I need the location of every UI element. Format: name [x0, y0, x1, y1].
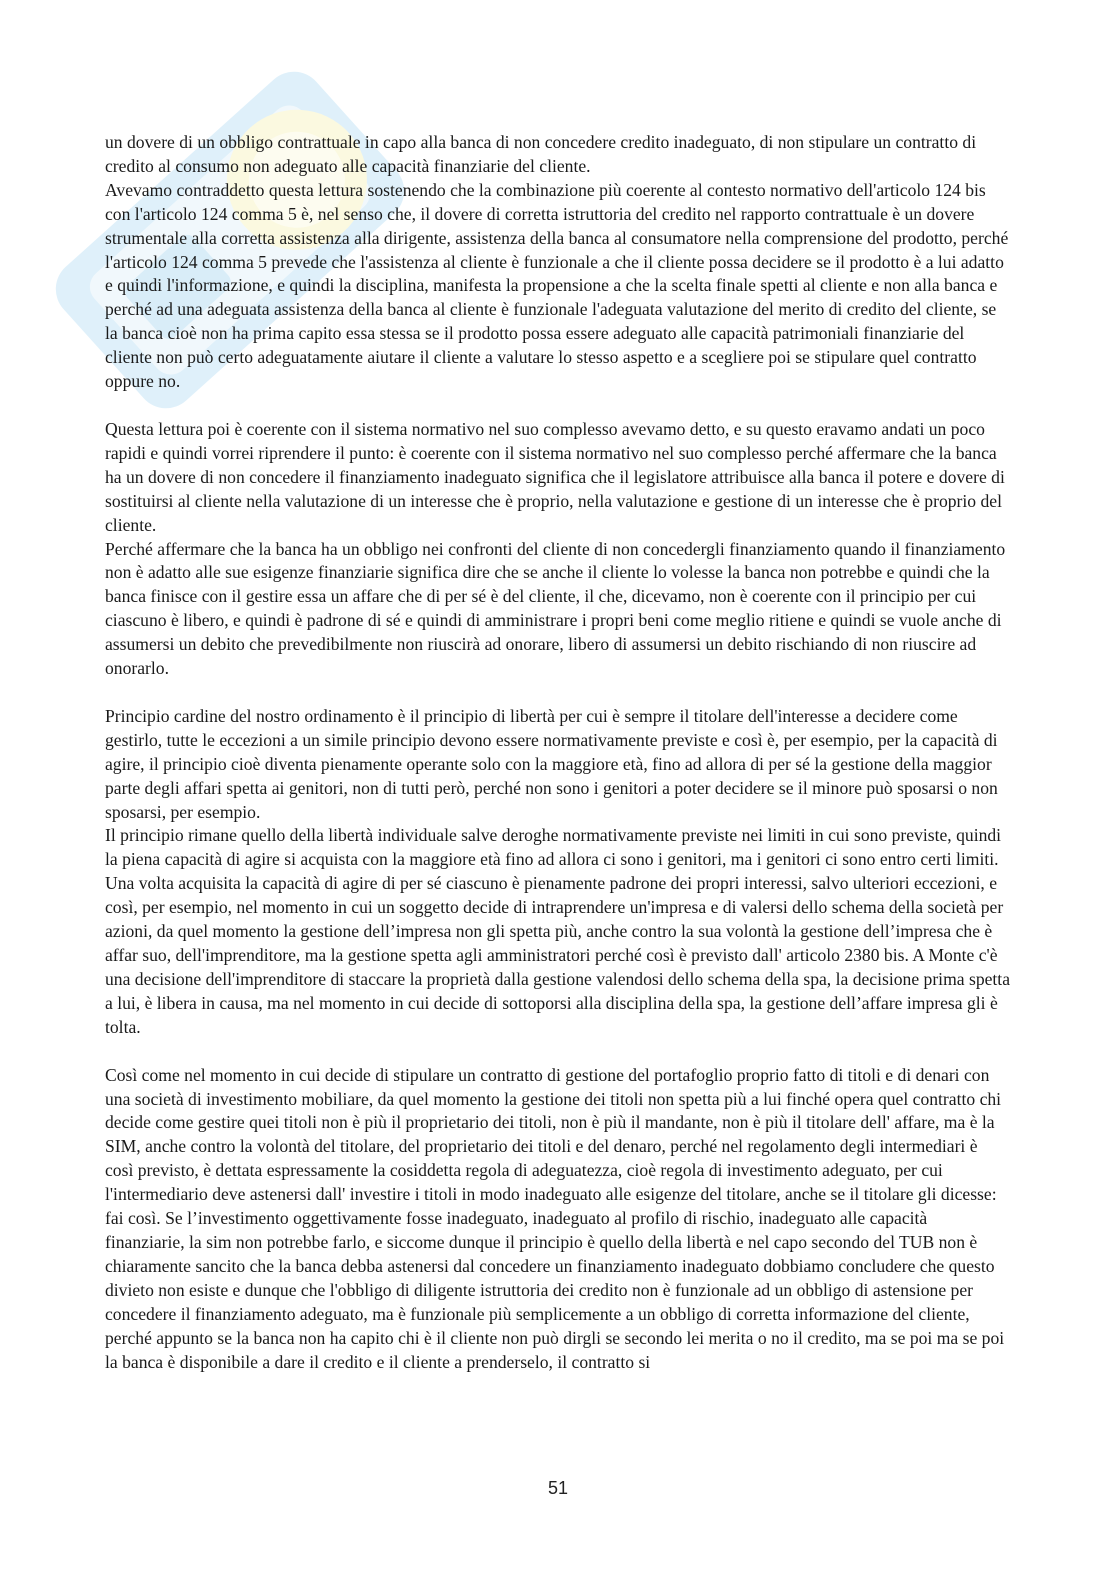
paragraph: Il principio rimane quello della libertà individuale salve deroghe normativamente previste nei limiti in cui sono previste, quindi la piena capacità di agire si acquista con la maggiore età fino ad allora ci sono i genitori, ma i genitori ci sono entro certi limiti. Una volta acquisita la capacità di agire di per sé ciascuno è pienamente padrone dei propri interessi, salvo ulteriori eccezioni, e così, per esempio, nel momento in cui un soggetto decide di intraprendere un'impresa e di valersi dello schema della società per azioni, da quel momento la gestione dell’impresa non gli spetta più, anche contro la sua volontà la gestione dell’impresa che è affar suo, dell'imprenditore, ma la gestione spetta agli amministratori perché così è previsto dall' articolo 2380 bis. A Monte c'è una decisione dell'imprenditore di staccare la proprietà dalla gestione valendosi dello schema della spa, la decisione prima spetta a lui, è libera in causa, ma nel momento in cui decide di sottoporsi alla disciplina della spa, la gestione dell’affare impresa gli è tolta. — [105, 825, 1011, 1037]
paragraph: Questa lettura poi è coerente con il sistema normativo nel suo complesso avevamo detto, e su questo eravamo andati un poco rapidi e quindi vorrei riprendere il punto: è coerente con il sistema normativo nel suo complesso perché affermare che la banca ha un dovere di non concedere il finanziamento inadeguato significa che il legislatore attribuisce alla banca il potere e dovere di sostituirsi al cliente nella valutazione di un interesse che è proprio, nella valutazione e gestione di un interesse che è proprio del cliente. — [105, 418, 1005, 535]
page-number: 51 — [547, 1478, 569, 1498]
paragraph: un dovere di un obbligo contrattuale in capo alla banca di non concedere credito inadeguato, di non stipulare un contratto di credito al consumo non adeguato alle capacità finanziarie del cliente. — [105, 132, 977, 176]
paragraph: Così come nel momento in cui decide di stipulare un contratto di gestione del portafoglio proprio fatto di titoli e di denari con una società di investimento mobiliare, da quel momento la gestione dei titoli non spetta più a lui finché opera quel contratto chi decide come gestire quei titoli non è più il proprietario dei titoli, non è più il mandante, non è più il titolare dell' affare, ma è la SIM, anche contro la volontà del titolare, del proprietario dei titoli e del denaro, perché nel regolamento degli intermediari è così previsto, è dettata espressamente la cosiddetta regola di adeguatezza, cioè regola di investimento adeguato, per cui l'intermediario deve astenersi dall' investire i titoli in modo inadeguato alle esigenze del titolare, anche se il titolare gli dicesse: fai così. Se l’investimento oggettivamente fosse inadeguato, inadeguato al profilo di rischio, inadeguato alle capacità finanziarie, la sim non potrebbe farlo, e siccome dunque il principio è quello della libertà e nel capo secondo del TUB non è chiaramente sancito che la banca debba astenersi dal concedere un finanziamento inadeguato dobbiamo concludere che questo divieto non esiste e dunque che l'obbligo di diligente istruttoria dei credito non è funzionale ad un obbligo di astensione per concedere il finanziamento adeguato, ma è funzionale più semplicemente a un obbligo di corretta informazione del cliente, perché appunto se la banca non ha capito chi è il cliente non può dirgli se secondo lei merita o no il credito, ma se poi ma se poi la banca è disponibile a dare il credito e il cliente a prenderselo, il contratto si — [105, 1064, 1005, 1372]
paragraph: Principio cardine del nostro ordinamento è il principio di libertà per cui è sempre il titolare dell'interesse a decidere come gestirlo, tutte le eccezioni a un simile principio devono essere normativamente previste e così è, per esempio, per la capacità di agire, il principio cioè diventa pienamente operante solo con la maggiore età, fino ad allora di per sé la gestione della maggior parte degli affari spetta ai genitori, non di tutti però, perché non sono i genitori a poter decidere se il minore può sposarsi o non sposarsi, per esempio. — [105, 705, 998, 822]
document-body — [105, 131, 1010, 1374]
paragraph: Avevamo contraddetto questa lettura sostenendo che la combinazione più coerente al contesto normativo dell'articolo 124 bis con l'articolo 124 comma 5 è, nel senso che, il dovere di corretta istruttoria del credito nel rapporto contrattuale è un dovere strumentale alla corretta assistenza alla dirigente, assistenza della banca al consumatore nella comprensione del prodotto, perché l'articolo 124 comma 5 prevede che l'assistenza al cliente è funzionale a che il cliente possa decidere se il prodotto è a lui adatto e quindi l'informazione, e quindi la disciplina, manifesta la propensione a che la scelta finale spetti al cliente e non alla banca e perché ad una adeguata assistenza della banca al cliente è funzionale l'adeguata valutazione del merito di credito del cliente, se la banca cioè non ha prima capito essa stessa se il prodotto possa essere adeguato alle capacità patrimoniali finanziarie del cliente non può certo adeguatamente aiutare il cliente a valutare lo stesso aspetto e a scegliere poi se stipulare quel contratto oppure no. — [105, 179, 1009, 392]
paragraph: Perché affermare che la banca ha un obbligo nei confronti del cliente di non concedergli finanziamento quando il finanziamento non è adatto alle sue esigenze finanziarie significa dire che se anche il cliente lo volesse la banca non potrebbe e quindi che la banca finisce con il gestire essa un affare che di per sé è del cliente, il che, dicevamo, non è coerente con il principio per cui ciascuno è libero, e quindi è padrone di sé e quindi di amministrare i propri beni come meglio ritiene e quindi se vuole anche di assumersi un debito che prevedibilmente non riuscirà ad onorare, libero di assumersi un debito rischiando di non riuscire ad onorarlo. — [105, 538, 1006, 679]
